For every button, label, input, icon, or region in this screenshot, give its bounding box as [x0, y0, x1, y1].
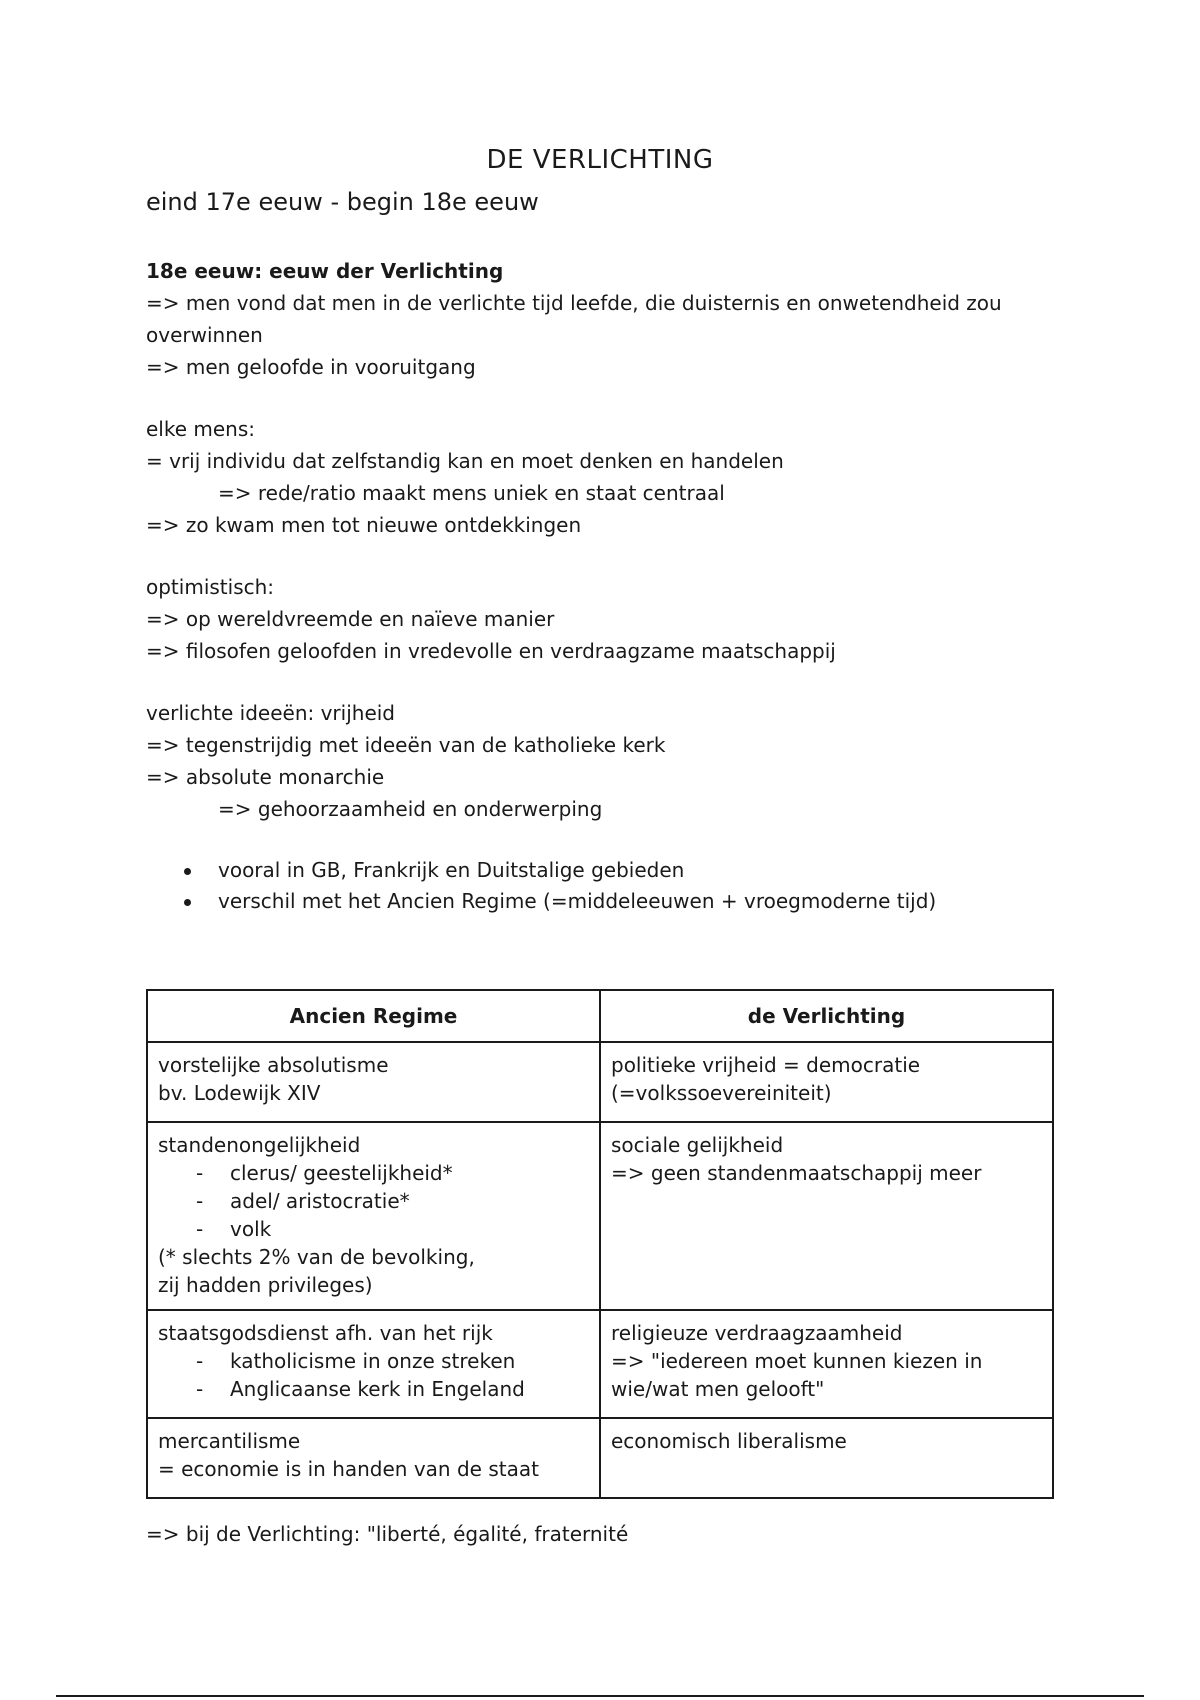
subitem-text: volk — [230, 1217, 272, 1241]
dash-icon: - — [196, 1217, 204, 1241]
header-verlichting: de Verlichting — [600, 990, 1053, 1042]
cell-line: staatsgodsdienst afh. van het rijk — [158, 1321, 493, 1345]
header-ancien-regime: Ancien Regime — [147, 990, 600, 1042]
optimistisch-line: => op wereldvreemde en naïeve manier — [146, 607, 555, 631]
comparison-table-wrapper — [146, 989, 1054, 1499]
table-cell-left — [147, 1310, 600, 1418]
subitem-text: adel/ aristocratie* — [230, 1189, 410, 1213]
intro-line-continued: overwinnen — [146, 323, 263, 347]
bullet-icon — [184, 899, 191, 906]
bullet-text: vooral in GB, Frankrijk en Duitstalige gebieden — [218, 858, 685, 882]
mens-line-indented: => rede/ratio maakt mens uniek en staat centraal — [218, 481, 725, 505]
table-cell-right — [600, 1418, 1053, 1498]
cell-subitem — [158, 1375, 589, 1403]
notes-body — [146, 255, 1066, 917]
intro-heading: 18e eeuw: eeuw der Verlichting — [146, 259, 504, 283]
ideeen-line-indented: => gehoorzaamheid en onderwerping — [218, 797, 603, 821]
subitem-text: katholicisme in onze streken — [230, 1349, 516, 1373]
cell-line: religieuze verdraagzaamheid — [611, 1321, 903, 1345]
cell-line: bv. Lodewijk XIV — [158, 1081, 321, 1105]
table-row — [147, 1042, 1053, 1122]
table-cell-left — [147, 1418, 600, 1498]
cell-subitem — [158, 1187, 589, 1215]
cell-line: (* slechts 2% van de bevolking, — [158, 1245, 475, 1269]
optimistisch-heading: optimistisch: — [146, 575, 275, 599]
dash-icon: - — [196, 1349, 204, 1373]
cell-subitem — [158, 1215, 589, 1243]
dash-icon: - — [196, 1189, 204, 1213]
conclusion-line: => bij de Verlichting: "liberté, égalité, fraternité — [146, 1522, 629, 1546]
cell-line: => "iedereen moet kunnen kiezen in — [611, 1349, 983, 1373]
cell-line: (=volkssoevereiniteit) — [611, 1081, 832, 1105]
cell-line: standenongelijkheid — [158, 1133, 361, 1157]
mens-line: => zo kwam men tot nieuwe ontdekkingen — [146, 513, 582, 537]
comparison-table — [146, 989, 1054, 1499]
cell-line: vorstelijke absolutisme — [158, 1053, 389, 1077]
cell-line: sociale gelijkheid — [611, 1133, 784, 1157]
table-cell-right — [600, 1122, 1053, 1310]
bullet-text: verschil met het Ancien Regime (=middeleeuwen + vroegmoderne tijd) — [218, 889, 937, 913]
dash-icon: - — [196, 1377, 204, 1401]
ideeen-line: => absolute monarchie — [146, 765, 385, 789]
subitem-text: Anglicaanse kerk in Engeland — [230, 1377, 525, 1401]
intro-line: => men geloofde in vooruitgang — [146, 355, 476, 379]
page-title: DE VERLICHTING — [486, 145, 714, 175]
bullet-item — [146, 886, 1066, 917]
table-cell-right — [600, 1042, 1053, 1122]
cell-subitem — [158, 1159, 589, 1187]
bullet-item — [146, 855, 1066, 886]
table-header-row — [147, 990, 1053, 1042]
mens-heading: elke mens: — [146, 417, 256, 441]
table-row — [147, 1418, 1053, 1498]
table-row — [147, 1310, 1053, 1418]
spacer — [146, 383, 1066, 413]
table-cell-left — [147, 1122, 600, 1310]
cell-line: politieke vrijheid = democratie — [611, 1053, 921, 1077]
optimistisch-line: => filosofen geloofden in vredevolle en verdraagzame maatschappij — [146, 639, 836, 663]
table-row — [147, 1122, 1053, 1310]
spacer — [146, 825, 1066, 855]
cell-line: economisch liberalisme — [611, 1429, 847, 1453]
dash-icon: - — [196, 1161, 204, 1185]
cell-subitem — [158, 1347, 589, 1375]
ideeen-heading: verlichte ideeën: vrijheid — [146, 701, 395, 725]
spacer — [146, 667, 1066, 697]
spacer — [146, 541, 1066, 571]
bullet-list — [146, 855, 1066, 917]
table-cell-left — [147, 1042, 600, 1122]
cell-line: wie/wat men gelooft" — [611, 1377, 825, 1401]
ideeen-line: => tegenstrijdig met ideeën van de katholieke kerk — [146, 733, 666, 757]
subitem-text: clerus/ geestelijkheid* — [230, 1161, 453, 1185]
page-bottom-rule — [56, 1695, 1144, 1697]
cell-line: mercantilisme — [158, 1429, 301, 1453]
bullet-icon — [184, 868, 191, 875]
page-subtitle: eind 17e eeuw - begin 18e eeuw — [146, 188, 539, 216]
intro-line: => men vond dat men in de verlichte tijd leefde, die duisternis en onwetendheid zou — [146, 291, 1002, 315]
mens-line: = vrij individu dat zelfstandig kan en moet denken en handelen — [146, 449, 784, 473]
cell-line: zij hadden privileges) — [158, 1273, 373, 1297]
cell-line: = economie is in handen van de staat — [158, 1457, 539, 1481]
cell-line: => geen standenmaatschappij meer — [611, 1161, 982, 1185]
table-cell-right — [600, 1310, 1053, 1418]
